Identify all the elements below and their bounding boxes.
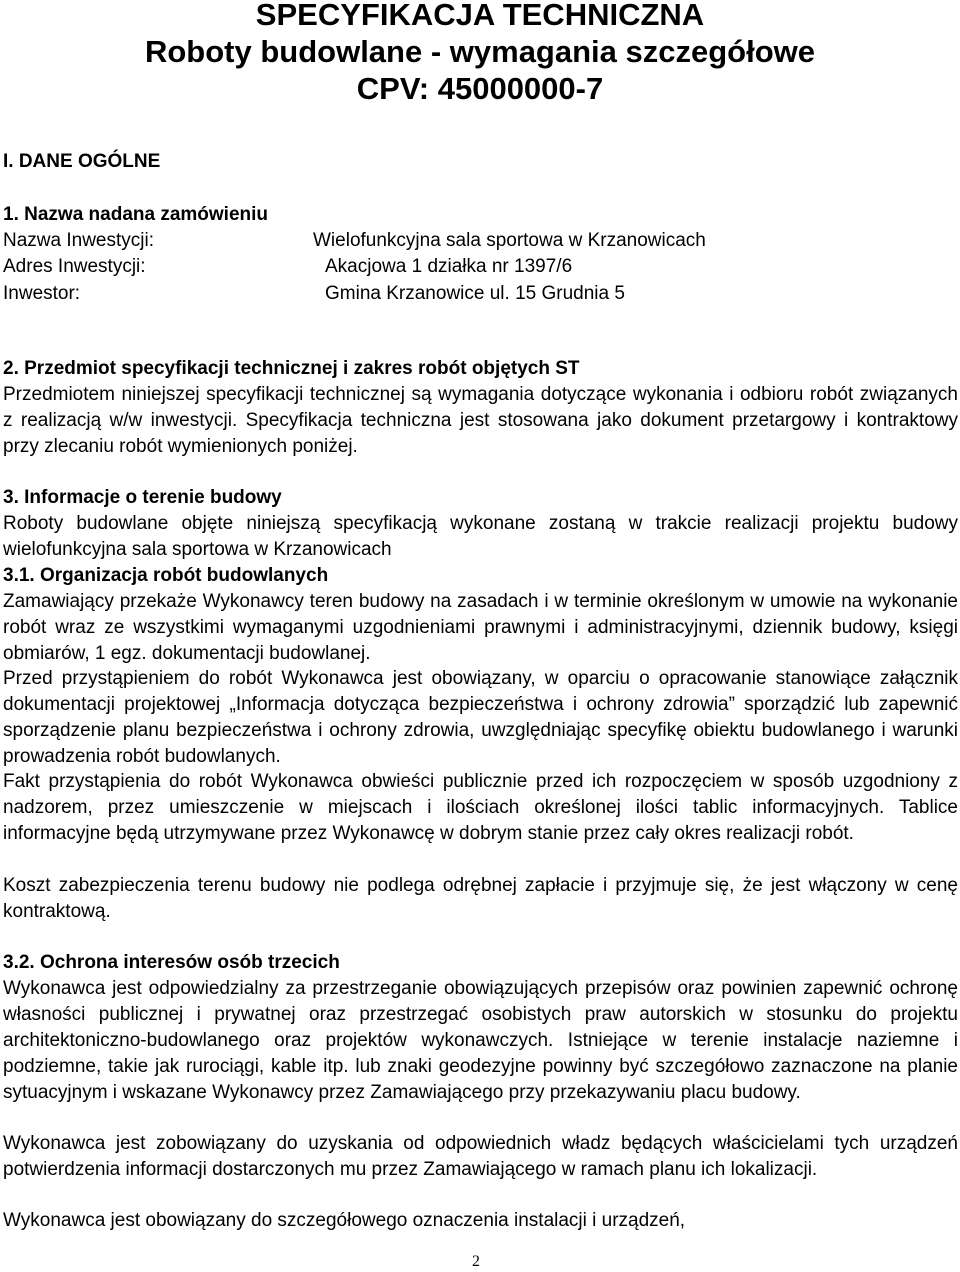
section-3-1-paragraph-4: Koszt zabezpieczenia terenu budowy nie podlega odrębnej zapłacie i przyjmuje się, że jest włączony w cenę kontraktową. bbox=[3, 875, 958, 922]
page-number: 2 bbox=[472, 1253, 480, 1270]
section-3-1-heading: 3.1. Organizacja robót budowlanych bbox=[3, 565, 329, 586]
section-3-2-paragraph-2: Wykonawca jest zobowiązany do uzyskania od odpowiednich władz będących właścicielami tych urządzeń potwierdzenia informacji dostarczonych mu przez Zamawiającego w ramach planu ich lokalizacji. bbox=[3, 1133, 958, 1180]
investment-name-row bbox=[3, 228, 706, 254]
document-title: SPECYFIKACJA TECHNICZNA bbox=[255, 0, 705, 32]
section-3-1-paragraph-3: Fakt przystąpienia do robót Wykonawca obwieści publicznie przed ich rozpoczęciem w sposób uzgodniony z nadzorem, przez umieszczenie w miejscach i ilościach określonej ilości tablic informacyjnych. Tablice informacyjne będą utrzymywane przez Wykonawcę w dobrym stanie przez cały okres realizacji robót. bbox=[3, 771, 958, 844]
section-2-text: Przedmiotem niniejszej specyfikacji technicznej są wymagania dotyczące wykonania i odbioru robót związanych z realizacją w/w inwestycji. Specyfikacja techniczna jest stosowana jako dokument przetargowy i kontraktowy przy zlecaniu robót wymienionych poniżej. bbox=[3, 384, 958, 457]
section-1-heading: 1. Nazwa nadana zamówieniu bbox=[3, 204, 269, 225]
investor-value: Gmina Krzanowice ul. 15 Grudnia 5 bbox=[325, 283, 625, 304]
investment-address-label: Adres Inwestycji: bbox=[3, 256, 146, 277]
investment-name-value: Wielofunkcyjna sala sportowa w Krzanowicach bbox=[313, 230, 706, 251]
section-3-2-paragraph-3: Wykonawca jest obowiązany do szczegółowego oznaczenia instalacji i urządzeń, bbox=[3, 1210, 686, 1231]
section-3-1-paragraph-1: Zamawiający przekaże Wykonawcy teren budowy na zasadach i w terminie określonym w umowie na wykonanie robót wraz ze wszystkimi wymaganymi uzgodnieniami prawnymi i administracyjnymi, dziennik budowy, księgi obmiarów, 1 egz. dokumentacji budowlanej. bbox=[3, 591, 958, 664]
section-3-2-heading: 3.2. Ochrona interesów osób trzecich bbox=[3, 952, 340, 973]
investor-label: Inwestor: bbox=[3, 283, 81, 304]
section-2-heading: 2. Przedmiot specyfikacji technicznej i zakres robót objętych ST bbox=[3, 358, 580, 379]
document-subtitle: Roboty budowlane - wymagania szczegółowe bbox=[144, 34, 816, 69]
investment-name-label: Nazwa Inwestycji: bbox=[3, 230, 154, 251]
section-3-1-paragraph-2: Przed przystąpieniem do robót Wykonawca jest obowiązany, w oparciu o opracowanie stanowiące załącznik dokumentacji projektowej „Informacja dotycząca bezpieczeństwa i ochrony zdrowia” sporządzić lub zapewnić sporządzenie planu bezpieczeństwa i ochrony zdrowia, uwzględniając specyfikę obiektu budowlanego i warunki prowadzenia robót budowlanych. bbox=[3, 668, 958, 767]
section-general-heading: I. DANE OGÓLNE bbox=[3, 151, 161, 172]
investor-row bbox=[3, 281, 625, 307]
section-3-heading: 3. Informacje o terenie budowy bbox=[3, 487, 282, 508]
section-3-2-paragraph-1: Wykonawca jest odpowiedzialny za przestrzeganie obowiązujących przepisów oraz powinien zapewnić ochronę własności publicznej i prywatnej oraz przestrzegać osobistych praw autorskich w stosunku do projektu architektoniczno-budowlanego oraz projektów wykonawczych. Istniejące w terenie instalacje naziemne i podziemne, takie jak rurociągi, kable itp. lub znaki geodezyjne powinny być szczegółowo zaznaczone na planie sytuacyjnym i wskazane Wykonawcy przez Zamawiającego przy przekazywaniu placu budowy. bbox=[3, 978, 958, 1103]
section-3-text: Roboty budowlane objęte niniejszą specyfikacją wykonane zostaną w trakcie realizacji projektu budowy wielofunkcyjna sala sportowa w Krzanowicach bbox=[3, 513, 958, 560]
investment-address-value: Akacjowa 1 działka nr 1397/6 bbox=[325, 256, 573, 277]
cpv-code: CPV: 45000000-7 bbox=[356, 71, 604, 106]
investment-address-row bbox=[3, 254, 573, 280]
